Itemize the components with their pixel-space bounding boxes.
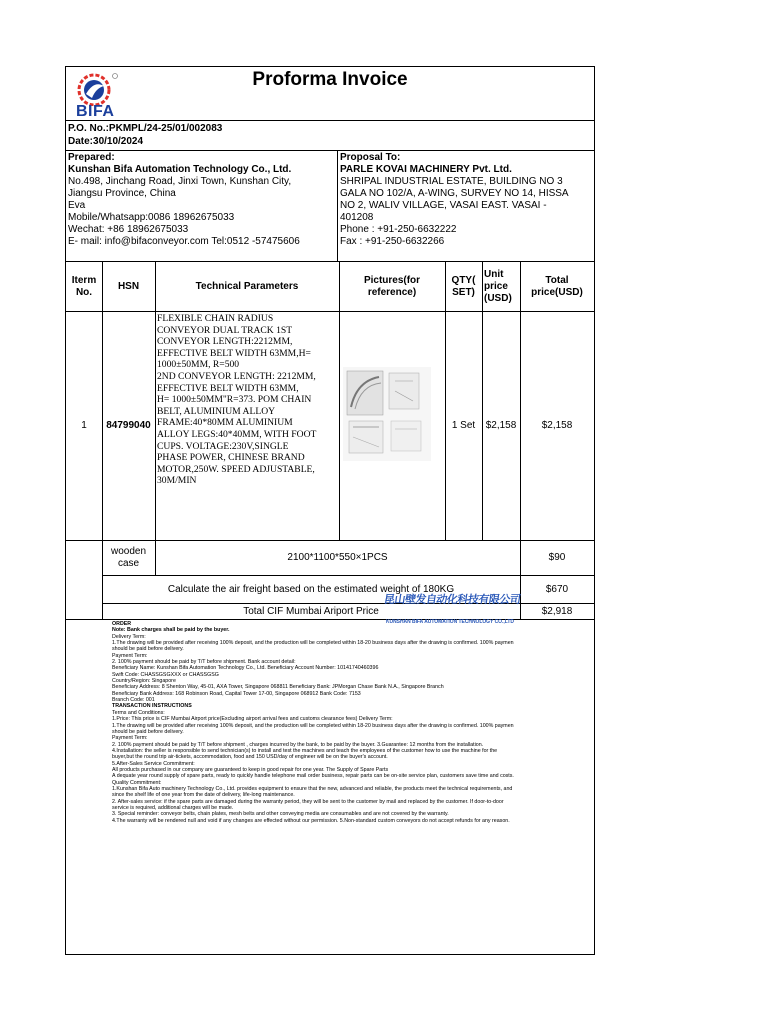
terms-line: 2. 100% payment should be paid by T/T before shipment. Bank account detail: (112, 659, 296, 666)
terms-line: Payment Term: (112, 735, 148, 742)
terms-line: Country/Region: Singapore (112, 678, 176, 685)
terms-line: Quality Commitment: (112, 779, 162, 786)
header-total-price: Total price(USD) (531, 274, 583, 298)
terms-line: 3. Special reminder: conveyor belts, chain plates, mesh belts and other conveying media are consumables and are not covered by the warranty. (112, 811, 449, 818)
case-price: $90 (548, 552, 566, 563)
total-text: Total CIF Mumbai Ariport Price (243, 605, 379, 617)
proposal-line: GALA NO 102/A, A-WING, SURVEY NO 14, HISSA (340, 188, 569, 199)
item-unit-price: $2,158 (485, 420, 517, 431)
header-item-no: Iterm No. (71, 274, 97, 298)
terms-line: 4.Installation: the seller is responsible to send technician(s) to install and test the machines and teach the employees of the customer how to use the machine for the (112, 747, 498, 754)
freight-price: $670 (545, 583, 569, 595)
invoice-date: Date:30/10/2024 (68, 136, 144, 147)
proposal-heading: Proposal To: (340, 152, 401, 163)
prepared-line: Wechat: +86 18962675033 (68, 224, 189, 235)
terms-line: A dequate year round supply of spare parts, ready to quickly handle telephone mail order business, repair parts can be on-site service plan, customers save time and costs. (112, 773, 514, 780)
terms-line: Branch Code: 001 (112, 697, 155, 704)
proposal-line: NO 2, WALIV VILLAGE, VASAI EAST. VASAI - (340, 200, 547, 211)
terms-line: 2. After-sales service: if the spare parts are damaged during the warranty period, they will be sent to the customer by mail and replaced by the customer. If door-to-door (112, 798, 504, 805)
company-stamp (383, 591, 522, 625)
header-pictures: Pictures(for reference) (363, 274, 421, 298)
prepared-company: Kunshan Bifa Automation Technology Co., Ltd. (68, 164, 292, 175)
terms-line: TRANSACTION INSTRUCTIONS (112, 703, 192, 710)
terms-line: should be paid before delivery. (112, 646, 184, 653)
item-number: 1 (81, 420, 87, 431)
product-picture (343, 367, 431, 461)
proposal-company: PARLE KOVAI MACHINERY Pvt. Ltd. (340, 164, 512, 175)
prepared-block (68, 152, 336, 248)
proposal-line: 401208 (340, 212, 374, 223)
freight-text: Calculate the air freight based on the estimated weight of 180KG (167, 583, 455, 595)
terms-line: Beneficiary Name: Kunshan Bifa Automation Technology Co., Ltd. Beneficiary Account Number: 10141740460396 (112, 665, 379, 672)
terms-line: buyer,but the round trip air-tickets, accommodation, food and 150 USD/day of engineer will be on the buyer's account. (112, 754, 388, 761)
stamp-chinese-name: 昆山壁发自动化科技有限公司 (383, 594, 522, 606)
proposal-line: Phone : +91-250-6632222 (340, 224, 457, 235)
terms-line: Note: Bank charges shall be paid by the buyer. (112, 627, 230, 634)
invoice-sheet (65, 66, 595, 955)
terms-line: 1.The drawing will be provided after receiving 100% deposit, and the production will be completed within 18-20 business days after the drawing is confirmed. 100% paymen (112, 722, 514, 729)
proposal-block (340, 152, 594, 248)
po-number: P.O. No.:PKMPL/24-25/01/002083 (68, 123, 223, 134)
terms-line: 1.Kunshan Bifa Auto machinery Technology Co., Ltd. provides equipment to ensure that the new, advanced and reliable, the products meet the technical requirements, and (112, 785, 513, 792)
terms-line: Swift Code: CHASSGSGXXX or CHASSGSG (112, 671, 219, 678)
technical-parameters: FLEXIBLE CHAIN RADIUS CONVEYOR DUAL TRACK 1ST CONVEYOR LENGTH:2212MM, EFFECTIVE BELT WIDTH 63MM,H= 1000±50MM, R=500 2ND CONVEYOR LENGTH: 2212MM, EFFECTIVE BELT WIDTH 63MM, H= 1000±50MM"R=373. POM CHAIN BELT, ALUMINIUM ALLOY FRAME:40*80MM ALUMINIUM ALLOY LEGS:40*40MM, WITH FOOT CUPS. VOLTAGE:230V,SINGLE PHASE POWER, CHINESE BRAND MOTOR,250W. SPEED ADJUSTABLE, 30M/MIN (157, 313, 317, 487)
terms-line: Beneficiary Bank Address: 168 Robinson Road, Capital Tower 17-00, Singapore 068912 Bank Code: 7153 (112, 690, 361, 697)
header-technical-parameters: Technical Parameters (195, 280, 299, 292)
terms-line: should be paid before delivery. (112, 728, 184, 735)
terms-line: 2. 100% payment should be paid by T/T before shipment , charges incurred by the bank, to be paid by the buyer. 3.Guarantee: 12 months from the installation. (112, 741, 484, 748)
terms-line: Payment Term: (112, 652, 148, 659)
item-qty: 1 Set (451, 420, 476, 431)
terms-line: ORDER (112, 621, 132, 627)
logo-text: BIFA (76, 103, 115, 120)
terms-line: 1.The drawing will be provided after receiving 100% deposit, and the production will be completed within 18-20 business days after the drawing is confirmed. 100% paymen (112, 640, 514, 647)
prepared-line: Jiangsu Province, China (68, 188, 176, 199)
prepared-line: Eva (68, 200, 86, 211)
case-dimensions: 2100*1100*550×1PCS (287, 552, 388, 563)
terms-line: All products purchased in our company are guaranteed to keep in good repair for one year. The Supply of Spare Parts (112, 766, 389, 773)
page-title: Proforma Invoice (252, 69, 408, 90)
conveyor-drawing-icon (343, 367, 431, 461)
terms-line: since the shelf life of one year from the date of delivery, life-long maintenance. (112, 792, 295, 799)
proposal-line: SHRIPAL INDUSTRIAL ESTATE, BUILDING NO 3 (340, 176, 563, 187)
stamp-english-name: KUNSHAN BIFA AUTOMATION TECHNOLOGY CO.,LTD (386, 619, 514, 625)
terms-line: service is required, additional charges will be made. (112, 804, 234, 811)
prepared-line: Mobile/Whatsapp:0086 18962675033 (68, 212, 235, 223)
header-unit-price: Unit price (USD) (484, 268, 512, 304)
proposal-line: Fax : +91-250-6632266 (340, 236, 445, 247)
terms-line: 5.After-Sales Service Commitment: (112, 760, 195, 767)
grand-total-price: $2,918 (541, 605, 573, 617)
prepared-heading: Prepared: (68, 152, 115, 163)
terms-line: Delivery Term: (112, 633, 146, 640)
case-label: wooden case (110, 546, 147, 569)
terms-line: Terms and Conditions: (112, 709, 165, 716)
terms-line: 1.Price: This price is CIF Mumbai Airport price(Excluding airport arrival fees and customs clearance fees) Delivery Term: (112, 716, 393, 723)
header-qty: QTY( SET) (451, 274, 476, 298)
prepared-line: E- mail: info@bifaconveyor.com Tel:0512 -57475606 (68, 236, 300, 247)
terms-line: 4.The warranty will be rendered null and void if any changes are effected without our permission. 5.Non-standard custom conveyors do not accept refunds for any reason. (112, 817, 510, 824)
prepared-line: No.498, Jinchang Road, Jinxi Town, Kunshan City, (68, 176, 292, 187)
item-hsn: 84799040 (106, 420, 151, 431)
terms-block (112, 621, 592, 824)
terms-line: Beneficiary Address: 8 Shenton Way, 45-01, AXA Tower, Singapore 068811 Beneficiary Bank: JPMorgan Chase Bank N.A., Singapore Branch (112, 684, 444, 691)
header-hsn: HSN (117, 280, 140, 292)
item-total-price: $2,158 (541, 420, 573, 431)
